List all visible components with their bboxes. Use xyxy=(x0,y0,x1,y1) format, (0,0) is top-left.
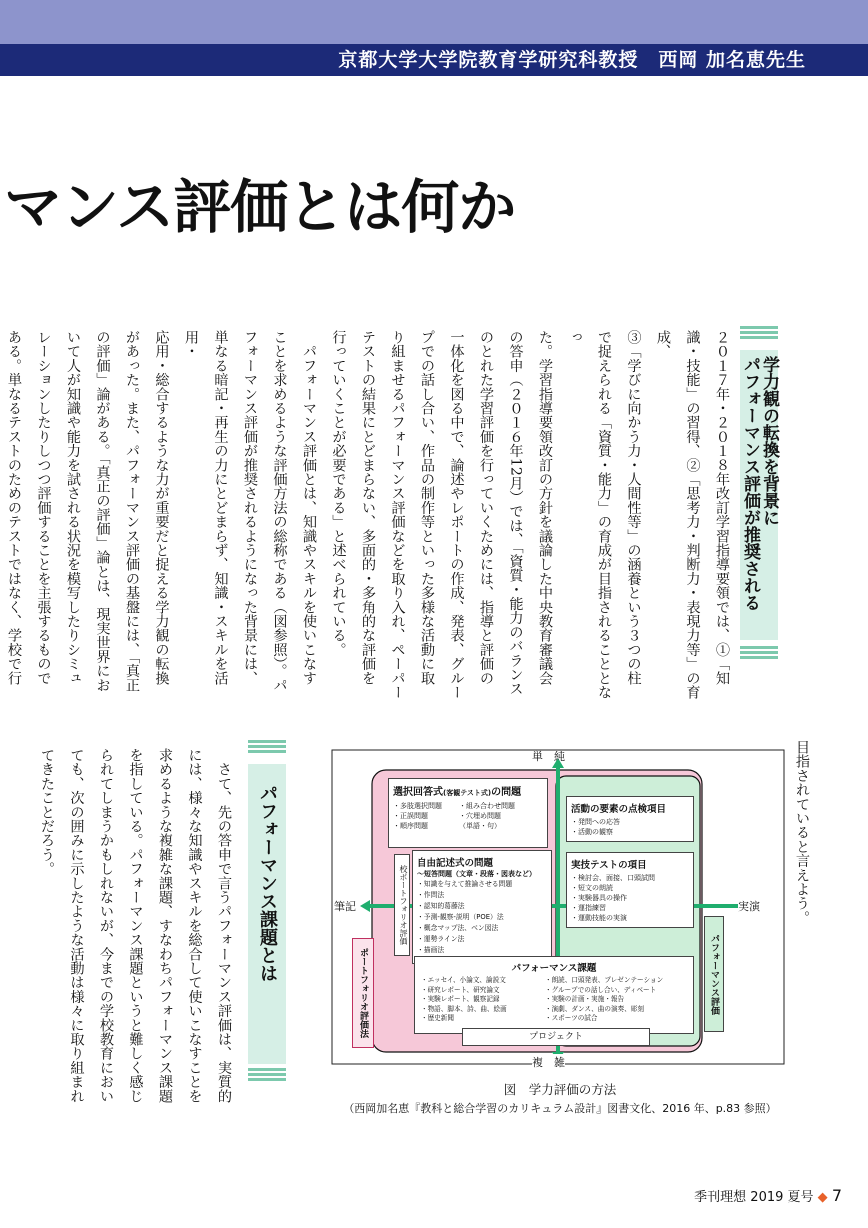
body-line: られてしまうかもしれないが、今までの学校教育におい xyxy=(98,748,114,1103)
axis-right-label: 実演 xyxy=(738,900,760,913)
free-item: ・認知的葛藤法 xyxy=(417,902,465,910)
diamond-icon: ◆ xyxy=(817,1190,828,1205)
selection-item: （単語・句） xyxy=(459,822,501,830)
task-item: ・研究レポート、研究論文 xyxy=(421,985,500,994)
box-skill xyxy=(566,852,694,928)
page-footer xyxy=(694,1186,842,1205)
magazine-name: 季刊理想 2019 夏号 xyxy=(694,1190,814,1205)
heading-stripes-top xyxy=(740,326,778,346)
body-line: を指している。パフォーマンス課題というと難しく感じ xyxy=(127,748,144,1103)
activity-item: ・発問への応答 xyxy=(571,818,620,826)
body-line: 応用・総合するような力が重要だと捉える学力観の転換 xyxy=(153,330,170,685)
body-line: には、様々な知識やスキルを総合して使いこなすことを xyxy=(186,748,203,1103)
box-task-title: パフォーマンス課題 xyxy=(511,963,597,974)
body-line: パフォーマンス評価とは、知識やスキルを使いこなす xyxy=(301,330,317,685)
section2-body xyxy=(30,748,238,1128)
free-item: ・知識を与えて推論させる問題 xyxy=(417,880,513,888)
axis-left-label: 筆記 xyxy=(334,900,356,913)
body-line: のとれた学習評価を行っていくためには、指導と評価の xyxy=(478,330,494,685)
box-project: プロジェクト xyxy=(462,1028,650,1046)
body-line: レーションしたりしつつ評価することを主張するもので xyxy=(35,330,52,685)
body-line: 行っていくことが必要である」と述べられている。 xyxy=(330,330,347,657)
body-line: の評価」論がある。「真正の評価」論とは、現実世界にお xyxy=(94,330,111,693)
body-line: で捉えられる「資質・能力」の育成が目指されることとなっ xyxy=(566,330,612,700)
figure-caption-title: 図 学力評価の方法 xyxy=(503,1082,617,1097)
top-color-band xyxy=(0,0,868,44)
portfolio-small-text: ポートフォリオ評価 xyxy=(399,873,408,945)
section2-heading: パフォーマンス課題とは xyxy=(248,764,286,1064)
body-line: があった。また、パフォーマンス評価の基盤には、「真正 xyxy=(124,330,140,693)
body-line: プでの話し合い、作品の制作等といった多様な活動に取 xyxy=(419,330,435,685)
body-line: ある。単なるテストのためのテストではなく、学校で行 xyxy=(6,330,22,685)
body-line: フォーマンス評価が推奨されるようになった背景には、 xyxy=(242,330,258,685)
body-line: り組ませるパフォーマンス評価などを取り入れ、ペーパー xyxy=(389,330,406,700)
body-line: ２０１７年・２０１８年改訂学習指導要領では、①「知 xyxy=(714,330,730,685)
task-item: ・演劇、ダンス、曲の演奏、彫刻 xyxy=(545,1004,644,1013)
body-line: 識・技能」の習得、②「思考力・判断力・表現力等」の育成、 xyxy=(655,330,701,700)
skill-item: ・運指練習 xyxy=(571,904,606,912)
body-line: た。学習指導要領改訂の方針を議論した中央教育審議会 xyxy=(537,330,553,685)
body-line: 一体化を図る中で、論述やレポートの作成、発表、グルー xyxy=(448,330,465,700)
body-line: テストの結果にとどまらない、多面的・多角的な評価を xyxy=(360,330,376,685)
heading2-stripes-bottom xyxy=(248,1068,286,1088)
heading-stripes-bottom xyxy=(740,646,778,666)
body-line: ③「学びに向かう力・人間性等」の涵養という３つの柱 xyxy=(625,330,642,685)
portfolio-label-small xyxy=(394,854,410,956)
free-item: ・描画法 xyxy=(417,946,445,954)
free-item: ・概念マップ法、ベン図法 xyxy=(417,924,499,932)
box-free-sub: 〜短答問題（文章・段落・図表など） xyxy=(417,870,536,878)
activity-item: ・活動の観察 xyxy=(571,828,613,836)
performance-label-right: パフォーマンス評価 xyxy=(704,916,724,1032)
assessment-methods-figure xyxy=(330,748,786,1069)
selection-item: ・穴埋め問題 xyxy=(459,812,501,820)
task-item: ・実験の計画・実施・報告 xyxy=(545,995,625,1004)
body-line: の答申（２０１６年12月）では、「資質・能力のバランス xyxy=(507,330,524,696)
free-item: ・運勢ライン法 xyxy=(417,935,465,943)
section1-heading xyxy=(740,350,778,640)
skill-item: ・実験器具の操作 xyxy=(571,894,627,902)
skill-item: ・運動技能の実演 xyxy=(571,914,627,922)
task-item: ・朗読、口頭発表、プレゼンテーション xyxy=(545,976,664,984)
body-line: 目指されていると言えよう。 xyxy=(794,740,810,925)
page-title: マンス評価とは何か xyxy=(4,173,516,241)
selection-item: ・多肢選択問題 xyxy=(393,802,442,810)
heading2-stripes-top xyxy=(248,740,286,760)
box-skill-title: 実技テストの項目 xyxy=(571,860,647,871)
figure-caption-source: （西岡加名恵『教科と総合学習のカリキュラム設計』図書文化、2016 年、p.83 参照） xyxy=(343,1102,777,1115)
selection-item: ・組み合わせ問題 xyxy=(459,802,515,810)
body-line: ことを求めるような評価方法の総称である（図参照）。パ xyxy=(271,330,288,693)
box-free-title: 自由記述式の問題 xyxy=(417,858,494,869)
body-line: さて、先の答申で言うパフォーマンス評価は、実質的 xyxy=(216,748,232,1103)
axis-top-label: 単 純 xyxy=(532,750,565,763)
free-item: ・作問法 xyxy=(417,891,445,899)
task-item: ・グループでの話し合い、ディベート xyxy=(545,985,657,994)
selection-item: ・順序問題 xyxy=(393,822,428,830)
box-selection-suffix: の問題 xyxy=(491,787,522,798)
box-selection-title: 選択回答式 xyxy=(393,787,443,798)
skill-item: ・短文の朗読 xyxy=(571,884,613,892)
page-number: 7 xyxy=(831,1186,842,1205)
box-free xyxy=(412,850,552,964)
free-item: ・予測‐観察‐説明（POE）法 xyxy=(417,913,504,921)
body-line: てきたことだろう。 xyxy=(39,748,55,876)
box-activity-title: 活動の要素の点検項目 xyxy=(571,804,667,815)
box-selection-note: (客観テスト式) xyxy=(443,789,492,797)
task-item: ・エッセイ、小論文、論説文 xyxy=(421,976,506,984)
portfolio-label-large: ポートフォリオ評価法 xyxy=(352,938,374,1048)
section1-heading-line2: パフォーマンス評価が推奨される xyxy=(740,356,760,611)
task-item: ・歴史新聞 xyxy=(421,1014,454,1023)
task-item: ・物語、脚本、詩、曲、絵画 xyxy=(421,1004,507,1013)
task-item: ・スポーツの試合 xyxy=(545,1014,598,1023)
author-bar: 京都大学大学院教育学研究科教授 西岡 加名恵先生 xyxy=(0,44,868,76)
section1-body xyxy=(6,330,736,706)
continuation-line xyxy=(786,740,816,1088)
portfolio-small-prefix: 校 xyxy=(399,865,408,873)
body-line: ても、次の囲みに示したような活動は様々に取り組まれ xyxy=(68,748,85,1103)
box-task xyxy=(414,956,694,1034)
box-activity xyxy=(566,796,694,842)
skill-item: ・検討会、面接、口頭試問 xyxy=(571,874,655,882)
task-item: ・実験レポート、観察記録 xyxy=(421,995,500,1004)
body-line: 求めるような複雑な課題、すなわちパフォーマンス課題 xyxy=(157,748,173,1103)
selection-item: ・正誤問題 xyxy=(393,812,428,820)
axis-bottom-label: 複 雑 xyxy=(532,1056,565,1069)
section1-heading-line1: 学力観の転換を背景に xyxy=(759,356,779,526)
body-line: いて人が知識や能力を試される状況を模写したりシミュ xyxy=(65,330,81,685)
body-line: 単なる暗記・再生の力にとどまらず、知識・スキルを活用・ xyxy=(183,330,229,685)
box-selection xyxy=(388,778,548,848)
